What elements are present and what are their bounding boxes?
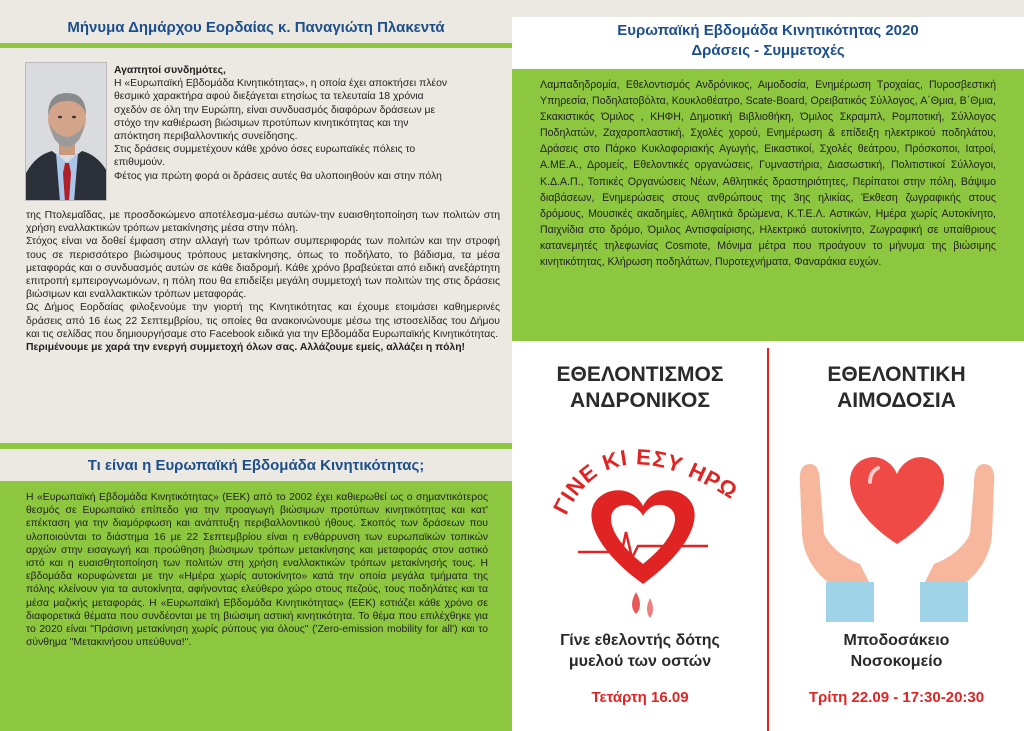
mayor-title: Μήνυμα Δημάρχου Εορδαίας κ. Παναγιώτη Πλακεντά: [67, 19, 445, 36]
mayor-paragraph-municipality: Ως Δήμος Εορδαίας φιλοξενούμε την γιορτή της Κινητικότητας και έχουμε ετοιμάσει καθημερινές δράσεις από 16 έως 22 Σεπτεμβρίου, τις οποίες θα ανακοινώνουμε μέσω της ιστοσελίδας του Δήμου και τις σελίδας που δημιουργήσαμε στο Facebook ειδικά για την Εβδομάδα Ευρωπαϊκής Κινητικότητας.: [26, 302, 500, 340]
actions-header: [512, 17, 1024, 69]
eem-body: Η «Ευρωπαϊκή Εβδομάδα Κινητικότητας» (ΕΕΚ) από το 2002 έχει καθιερωθεί ως ο σημαντικότερος θεσμός σε Ευρωπαϊκό επίπεδο για την προαγωγή βιώσιμων προτύπων κινητικότητας και κατ' επέκταση για την διαμόρφωση και ανάπτυξη περιβαλλοντικού ήθους. Σκοπός των δράσεων που υλοποιούνται το διάστημα 16 με 22 Σεπτεμβρίου είναι η ενθάρρυνση των ευρωπαϊκών τοπικών αρχών στην εισαγωγή και προώθηση βιώσιμων τρόπων μετακίνησης και μεταφοράς στον αστικό ιστό και η ευαισθητοποίηση των πολιτών στη χρήση εναλλακτικών τρόπων μετακίνησής τους. Η εβδομάδα κορυφώνεται με την «Ημέρα χωρίς αυτοκίνητο» κατά την οποία μεγάλα τμήματα της πόλης κλείνουν για τα αυτοκίνητα, αφήνοντας ελεύθερο χώρο στους πεζούς, τους ποδηλάτες και τα μέσα μαζικής μεταφοράς. Η «Ευρωπαϊκή Εβδομάδα Κινητικότητας» (ΕΕΚ) εστιάζει κάθε χρόνο σε διαφορετικά θέματα που συνδέονται με τη βιώσιμη αστική κινητικότητα. Το θέμα που επιλέχθηκε για το 2020 είναι "Πράσινη μετακίνηση χωρίς ρύπους για όλους" ('Zero-emission mobility for all') και το σύνθημα "Μετακινήσου υπεύθυνα!".: [26, 492, 488, 649]
hands-heart-icon: [790, 424, 1004, 622]
blood-place-line2: Νοσοκομείο: [850, 653, 943, 670]
marrow-date: Τετάρτη 16.09: [591, 689, 689, 706]
actions-body: Λαμπαδηδρομία, Εθελοντισμός Ανδρόνικος, Αιμοδοσία, Ενημέρωση Τροχαίας, Πυροσβεστική Υπηρεσία, Ποδηλατοβόλτα, Κουκλοθέατρο, Scate-Board, Ορειβατικός Σύλλογος, Α΄Θμια, Β΄Θμια, Σκακιστικός Όμιλος , ΚΗΦΗ, Δημοτική Βιβλιοθήκη, Όμιλος Σκραμπλ, Ρομποτική, Σύλλογος Ποδηλατών, Ζαχαροπλαστική, Σχολές χορού, Ενημέρωση & επίδειξη ηλεκτρικού ποδηλάτου, Δράσεις στο Πάρκο Κυκλοφοριακής Αγωγής, Εικαστικοί, Σχολές θεάτρου, Πρόσκοποι, Ιατροί, Α.ΜΕ.Α., Δρομείς, Εθελοντικές οργανώσεις, Γυμναστήρια, Διασωστική, Πολιτιστικοί Σύλλογοι, Κ.Δ.Α.Π., Τοπικές Οργανώσεις Νέων, Αθλητικές δραστηριότητες, Περίπατοι στην πόλη, Βάψιμο διαβάσεων, Ενημερώσεις στους ανθρώπους της 3ης ηλικίας, Έκθεση ζωγραφικής στους δρόμους, Μουσικές ακαδημίες, Αθλητικά δρώμενα, Κ.Τ.Ε.Λ. Αστικών, Ημέρα χωρίς Αυτοκίνητο, Παιχνίδια στο δρόμο, Όμιλος Αντισφαίρισης, Ηλεκτρικό αυτοκίνητο, Ζωγραφική σε υπαίθριους κατανεμητές τηλεφωνίας Cosmote, Μόνιμα μέτρα που προάγουν το μήνυμα της βιώσιμης κινητικότητας, Κλήρωση ποδηλάτων, Πυροτεχνήματα, Φαναράκια ευχών.: [540, 79, 996, 269]
actions-title-line2: Δράσεις - Συμμετοχές: [691, 42, 845, 59]
mayor-intro-line: Στις δράσεις συμμετέχουν κάθε χρόνο όσες ευρωπαϊκές πόλεις το: [114, 144, 416, 156]
mayor-title-underline: [0, 43, 512, 48]
mayor-intro-line: Η «Ευρωπαϊκή Εβδομάδα Κινητικότητας», η οποία έχει αποκτήσει πλέον: [114, 78, 448, 90]
mayor-intro: [114, 64, 500, 183]
drop-icon: [647, 598, 653, 618]
mayor-intro-line: θεσμικό χαρακτήρα αφού διεξάγεται ετησίως τα τελευταία 18 χρόνια: [114, 91, 424, 103]
mayor-greeting: Αγαπητοί συνδημότες,: [114, 65, 226, 76]
blood-date: Τρίτη 22.09 - 17:30-20:30: [808, 689, 985, 706]
left-sleeve-icon: [826, 582, 874, 622]
marrow-logo-text: [548, 424, 738, 518]
heart-icon: [850, 457, 944, 544]
mayor-intro-line: επιθυμούν.: [114, 157, 166, 169]
marrow-logo-textpath: ΓΙΝΕ ΚΙ ΕΣΥ ΗΡ: [548, 444, 726, 519]
mayor-portrait-image: [26, 63, 107, 201]
mayor-portrait: [25, 62, 107, 201]
marrow-title-line1: ΕΘΕΛΟΝΤΙΣΜΟΣ: [556, 363, 724, 386]
blood-title-line1: ΕΘΕΛΟΝΤΙΚΗ: [827, 363, 966, 386]
mayor-intro-line: απόκτηση περιβαλλοντικής συνείδησης.: [114, 131, 298, 143]
marrow-subtitle-line2: μυελού των οστών: [568, 653, 712, 670]
mayor-closing: Περιμένουμε με χαρά την ενεργή συμμετοχή όλων σας. Αλλάζουμε εμείς, αλλάζει η πόλη!: [26, 342, 466, 354]
blood-illustration: [790, 424, 1004, 622]
drop-icon: [632, 592, 640, 614]
marrow-title-line2: ΑΝΔΡΟΝΙΚΟΣ: [570, 389, 710, 412]
mayor-body: [26, 209, 500, 354]
mayor-intro-line: στόχο την καθιέρωση βιώσιμων προτύπων κινητικότητας και την: [114, 117, 409, 129]
marrow-subtitle-line1: Γίνε εθελοντής δότης: [560, 632, 720, 649]
heart-drop-logo: [548, 424, 738, 622]
mayor-intro-line: σχεδόν σε όλη την Ευρώπη, είναι συνδυασμός διαφόρων δράσεων με: [114, 104, 436, 116]
actions-panel: [512, 69, 1024, 341]
eem-panel: [0, 481, 512, 731]
blood-place-line1: Μποδοσάκειο: [843, 632, 950, 649]
eem-title: Τι είναι η Ευρωπαϊκή Εβδομάδα Κινητικότητας;: [87, 457, 425, 474]
eem-title-topline: [0, 443, 512, 449]
mayor-paragraph-city: της Πτολεμαΐδας, με προσδοκώμενο αποτέλεσμα-μέσω αυτών-την ευαισθητοποίηση των πολιτών στη χρήση εναλλακτικών τρόπων μετακίνησης μέσα στην πόλη.: [26, 210, 500, 235]
actions-title-line1: Ευρωπαϊκή Εβδομάδα Κινητικότητας 2020: [617, 22, 919, 39]
mayor-paragraph-goal: Στόχος είναι να δοθεί έμφαση στην αλλαγή των τρόπων συμπεριφοράς των πολιτών και την στροφή τους σε περισσότερο βιώσιμους τρόπους μετακίνησης, όπως το ποδήλατο, το βάδισμα, τα μέσα μεταφοράς και ο συνδυασμός αυτών σε κάθε διαδρομή. Κάθε χρόνο βραβεύεται από ειδική ανεξάρτητη επιτροπή εμπειρογνωμόνων, η πόλη που θα επιδείξει μεγάλη συμμετοχή των πολιτών της στις δράσεις βιώσιμων και εναλλακτικών τρόπων μεταφοράς.: [26, 236, 500, 301]
marrow-logo: [548, 424, 738, 622]
blood-title-line2: ΑΙΜΟΔΟΣΙΑ: [837, 389, 956, 412]
mayor-intro-line: Φέτος για πρώτη φορά οι δράσεις αυτές θα υλοποιηθούν και στην πόλη: [114, 170, 442, 182]
right-sleeve-icon: [920, 582, 968, 622]
